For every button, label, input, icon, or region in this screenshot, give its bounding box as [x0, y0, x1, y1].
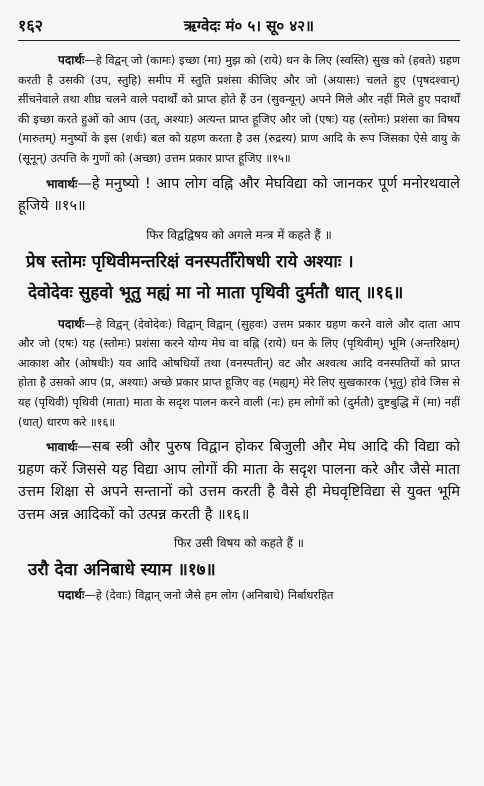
bhavartha-label: भावार्थः: [46, 440, 78, 455]
mantra-intro: फिर उसी विषय को कहते हैं ॥: [174, 536, 304, 551]
padartha-paragraph-17: [18, 586, 460, 606]
mantra-intro: फिर विद्वद्विषय को अगले मन्त्र में कहते हैं ॥: [146, 227, 332, 242]
bhavartha-label: भावार्थः: [46, 176, 78, 191]
bhavartha-paragraph-15: [18, 173, 460, 218]
bhavartha-paragraph-16: [18, 436, 460, 526]
mantra-16-line-2: देवोदेवः सुहवो भूतु मह्यं मा नो माता पृथिवी दुर्मतौ धात् ॥१६॥: [28, 282, 404, 303]
padartha-label: पदार्थः: [58, 316, 85, 331]
padartha-label: पदार्थः: [58, 53, 85, 67]
padartha-paragraph-16: [18, 315, 460, 433]
padartha-paragraph-15: [18, 51, 460, 169]
page-header: [18, 14, 460, 41]
mantra-16-line-1: प्रेष स्तोमः पृथिवीमन्तरिक्षं वनस्पतीँरोषधी राये अश्याः ।: [26, 251, 354, 272]
padartha-text: —हे विद्वन् (देवोदेवः) विद्वान् विद्वान् (सुहवः) उत्तम प्रकार ग्रहण करने वाले और दाता आप और जो (एषः) यह (स्तोमः) प्रशंसा करने योग्य मेघ वा वह्नि (राये) धन के लिए (पृथिवीम्) भूमि (अन्तरिक्षम्) आकाश और (ओषधीः) यव आदि ओषधियों तथा (वनस्पतीन्) वट और अश्वत्थ आदि वनस्पतियों को प्राप्त होता है उसको आप (प्र, अश्याः) अच्छे प्रकार प्राप्त हूजिए वह (मह्यम्) मेरे लिए सुखकारक (भूतु) होवे जिस से यह (पृथिवी) पृथिवी (माता) माता के सदृश पालन करने वाली (नः) हम लोगों को (दुर्मतौ) दुष्टबुद्धि में (मा) नहीं (धात्) धारण करे ॥१६॥: [18, 317, 460, 429]
mantra-17-line-1: उरौ देवा अनिबाधे स्याम ॥१७॥: [28, 560, 216, 581]
padartha-label: पदार्थः: [58, 588, 85, 603]
page-number: १६२: [18, 16, 43, 35]
running-title: ऋग्वेदः मं० ५। सू० ४२॥: [183, 17, 314, 35]
padartha-text: —हे विद्वन् जो (कामः) इच्छा (मा) मुझ को (राये) धन के लिए (स्वस्ति) सुख को (हवते) ग्रहण करती है उसकी (उप, स्तुहि) समीप में स्तुति प्रशंसा कीजिए और जो (अयासः) चलते हुए (पृषदश्वान्) सींचनेवाले तथा शीघ्र चलने वाले पदार्थों को प्राप्त होते हैं उन (सुवन्यून्) अपने मिले और नहीं मिले हुए पदार्थों की इच्छा करते हुओं को आप (उत्, अश्याः) अत्यन्त प्राप्त हूजिए और जो (एषः) यह (स्तोमः) प्रशंसा का विषय (मारुतम्) मनुष्यों के इस (शर्धः) बल को ग्रहण करता है उस (रुद्रस्य) प्राण आदि के रूप जिसका ऐसे वायु के (सूनून्) उत्पत्ति के गुणों को (अच्छा) उत्तम प्रकार प्राप्त हूजिए ॥१५॥: [18, 54, 460, 165]
bhavartha-text: —सब स्त्री और पुरुष विद्वान होकर बिजुली और मेघ आदि की विद्या को ग्रहण करें जिससे यह विद्या आप लोगों की माता के सदृश पालना करे और जैसे माता उत्तम शिक्षा से अपने सन्तानों को उत्तम करती है वैसे ही मेघवृष्टिविद्या से युक्त भूमि उत्तम अन्न आदिकों को उत्पन्न करती है ॥१६॥: [18, 439, 460, 523]
padartha-text: —हे (देवाः) विद्वान् जनो जैसे हम लोग (अनिबाधे) निर्बाधरहित: [84, 589, 334, 603]
bhavartha-text: —हे मनुष्यो ! आप लोग वह्नि और मेघविद्या को जानकर पूर्ण मनोरथवाले हूजिये ॥१५॥: [18, 175, 460, 215]
